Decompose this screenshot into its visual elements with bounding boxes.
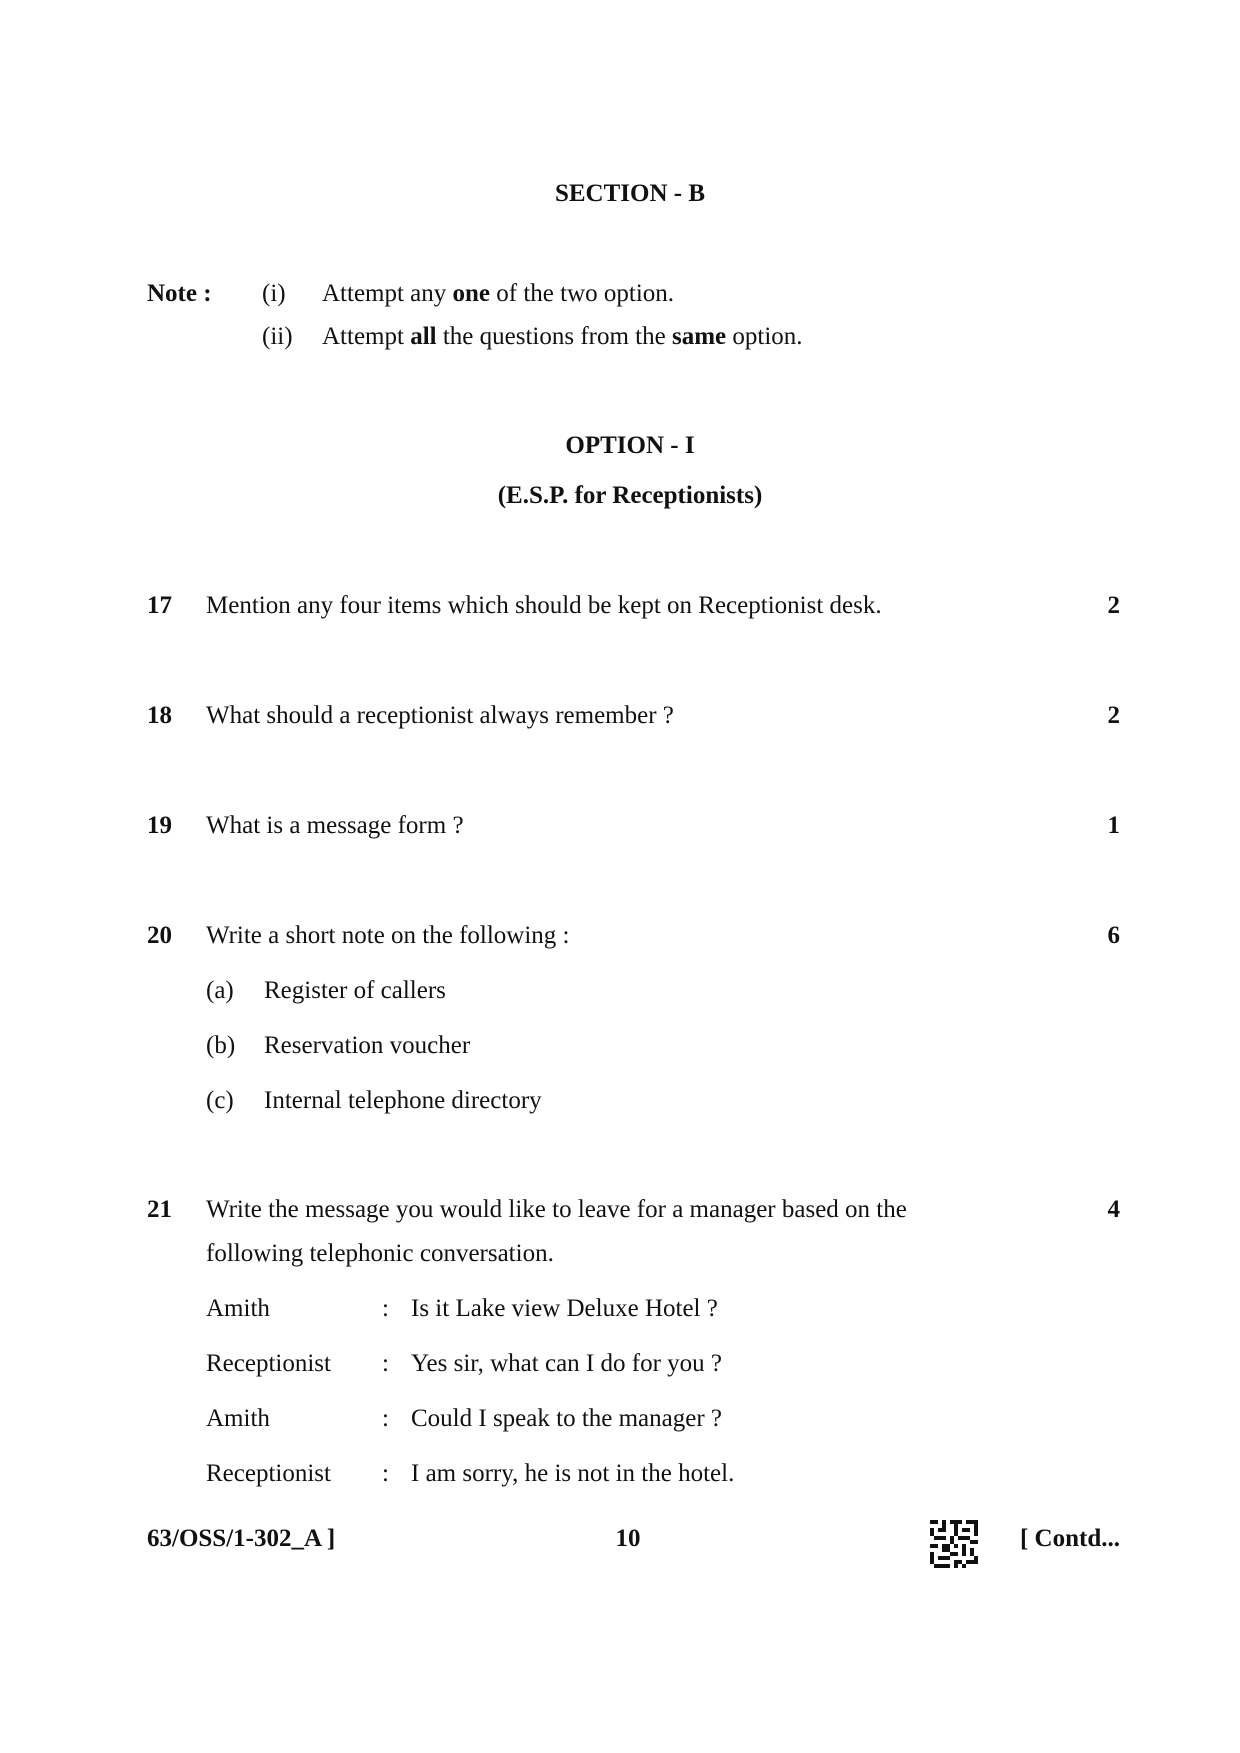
note-item-text: Attempt any one of the two option. [322, 280, 675, 307]
dialogue-separator: : [382, 1350, 389, 1377]
note-item-number: (i) [262, 280, 286, 307]
subpart-label: (a) [206, 977, 234, 1004]
dialogue-speaker: Amith [206, 1295, 270, 1322]
page-number: 10 [615, 1525, 641, 1552]
subpart-text: Reservation voucher [264, 1032, 471, 1059]
subpart-label: (c) [206, 1087, 234, 1114]
question-marks: 2 [1107, 592, 1120, 619]
dialogue-separator: : [382, 1460, 389, 1487]
continued-label: [ Contd... [1019, 1525, 1120, 1552]
dialogue-separator: : [382, 1405, 389, 1432]
question-number: 17 [147, 592, 172, 619]
dialogue-line: Yes sir, what can I do for you ? [411, 1350, 722, 1377]
note-item-text: Attempt all the questions from the same option. [322, 323, 803, 350]
dialogue-line: Is it Lake view Deluxe Hotel ? [411, 1295, 718, 1322]
question-marks: 2 [1107, 702, 1120, 729]
subpart-text: Register of callers [264, 977, 446, 1004]
dialogue-speaker: Receptionist [206, 1460, 331, 1487]
dialogue-separator: : [382, 1295, 389, 1322]
question-marks: 1 [1107, 812, 1120, 839]
subpart-label: (b) [206, 1032, 236, 1059]
qr-code-icon [930, 1520, 978, 1568]
dialogue-speaker: Receptionist [206, 1350, 331, 1377]
question-number: 21 [147, 1196, 172, 1223]
question-text: Write the message you would like to leave for a manager based on the [206, 1196, 907, 1223]
question-text: What is a message form ? [206, 812, 464, 839]
question-number: 19 [147, 812, 172, 839]
section-title: SECTION - B [554, 180, 706, 207]
question-text: following telephonic conversation. [206, 1240, 554, 1267]
dialogue-speaker: Amith [206, 1405, 270, 1432]
dialogue-line: I am sorry, he is not in the hotel. [411, 1460, 735, 1487]
option-title: OPTION - I [565, 432, 695, 459]
question-text: What should a receptionist always remember ? [206, 702, 674, 729]
question-marks: 6 [1107, 922, 1120, 949]
dialogue-line: Could I speak to the manager ? [411, 1405, 723, 1432]
note-label: Note : [147, 280, 212, 307]
paper-code: 63/OSS/1-302_A ] [147, 1525, 336, 1552]
question-text: Mention any four items which should be kept on Receptionist desk. [206, 592, 882, 619]
option-subtitle: (E.S.P. for Receptionists) [497, 482, 763, 509]
question-text: Write a short note on the following : [206, 922, 570, 949]
question-number: 20 [147, 922, 172, 949]
question-number: 18 [147, 702, 172, 729]
note-item-number: (ii) [262, 323, 293, 350]
question-marks: 4 [1107, 1196, 1120, 1223]
subpart-text: Internal telephone directory [264, 1087, 542, 1114]
